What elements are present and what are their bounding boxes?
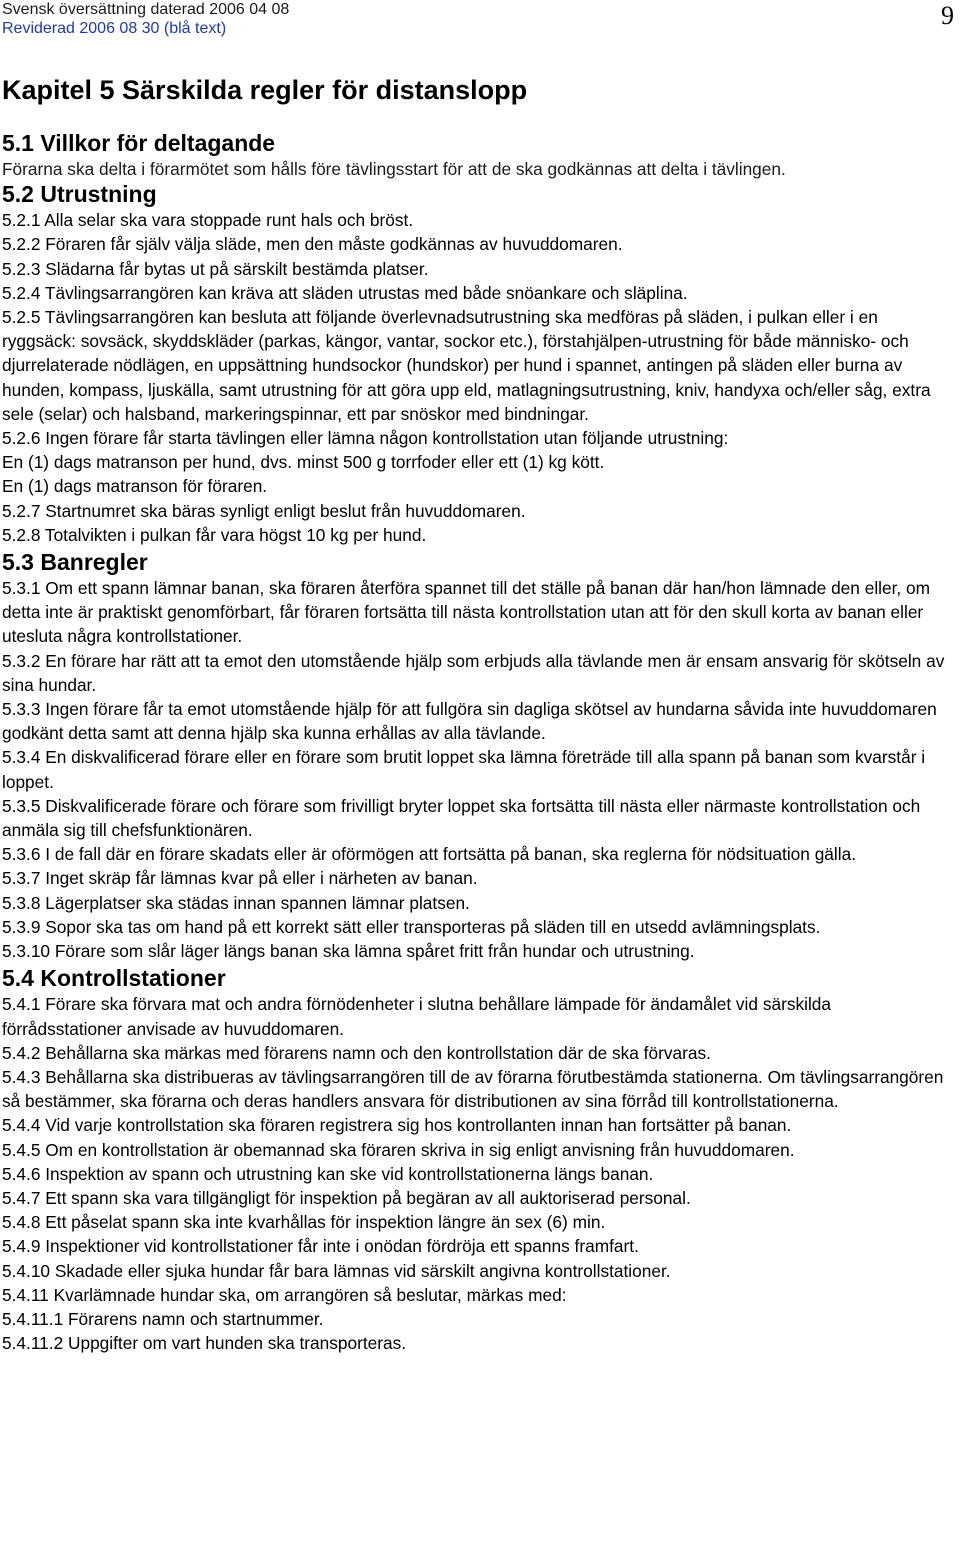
paragraph-5-4-10: 5.4.10 Skadade eller sjuka hundar får bara lämnas vid särskilt angivna kontrollstationer. — [2, 1260, 671, 1281]
paragraph-5-4-9: 5.4.9 Inspektioner vid kontrollstationer får inte i onödan fördröja ett spanns framfart. — [2, 1236, 639, 1257]
paragraph-5-4-2: 5.4.2 Behållarna ska märkas med förarens namn och den kontrollstation där de ska förvaras. — [2, 1042, 711, 1063]
paragraph-5-2-8: 5.2.8 Totalvikten i pulkan får vara högst 10 kg per hund. — [2, 524, 427, 545]
chapter-title: Kapitel 5 Särskilda regler för distanslopp — [2, 75, 528, 105]
paragraph-5-4-11-1: 5.4.11.1 Förarens namn och startnummer. — [2, 1308, 324, 1329]
paragraph-5-2-6-dog-ration: En (1) dags matranson per hund, dvs. minst 500 g torrfoder eller ett (1) kg kött. — [2, 452, 605, 473]
paragraph-5-4-6: 5.4.6 Inspektion av spann och utrustning kan ske vid kontrollstationerna längs banan. — [2, 1163, 654, 1184]
paragraph-5-2-5: 5.2.5 Tävlingsarrangören kan besluta att följande överlevnadsutrustning ska medföras på släden, i pulkan eller i en ryggsäck: sovsäck, skyddskläder (parkas, kängor, vantar, sockor etc.), förstahjälpen-utrustning för både människo- och djurrelaterade nödlägen, en uppsättning hundsockor (hundskor) per hund i spannet, antingen på släden eller burna av hunden, kompass, ljuskälla, samt utrustning för att göra upp eld, matlagningsutrustning, kniv, handyxa och/eller såg, extra sele (selar) och halsband, markeringspinnar, ett par snöskor med bindningar. — [2, 307, 931, 424]
document-body — [2, 74, 954, 1355]
page-number: 9 — [941, 1, 954, 30]
paragraph-5-2-6-musher-ration: En (1) dags matranson för föraren. — [2, 476, 268, 497]
paragraph-5-3-7: 5.3.7 Inget skräp får lämnas kvar på eller i närheten av banan. — [2, 868, 478, 889]
paragraph-5-4-7: 5.4.7 Ett spann ska vara tillgängligt för inspektion på begäran av all auktoriserad personal. — [2, 1187, 691, 1208]
paragraph-5-2-2: 5.2.2 Föraren får själv välja släde, men den måste godkännas av huvuddomaren. — [2, 234, 623, 255]
paragraph-5-2-3: 5.2.3 Slädarna får bytas ut på särskilt bestämda platser. — [2, 258, 429, 279]
page-header — [0, 0, 960, 44]
paragraph-5-4-8: 5.4.8 Ett påselat spann ska inte kvarhållas för inspektion längre än sex (6) min. — [2, 1212, 606, 1233]
paragraph-5-4-3: 5.4.3 Behållarna ska distribueras av tävlingsarrangören till de av förarna förutbestämda stationerna. Om tävlingsarrangören så bestämmer, ska förarna och deras handlers ansvara för distributionen av sina förråd till kontrollstationerna. — [2, 1066, 944, 1112]
section-heading-5-2: 5.2 Utrustning — [2, 181, 157, 208]
paragraph-5-4-11: 5.4.11 Kvarlämnade hundar ska, om arrangören så beslutar, märkas med: — [2, 1284, 567, 1305]
paragraph-5-4-5: 5.4.5 Om en kontrollstation är obemannad ska föraren skriva in sig enligt anvisning från huvuddomaren. — [2, 1139, 795, 1160]
section-heading-5-4: 5.4 Kontrollstationer — [2, 965, 226, 992]
paragraph-5-2-1: 5.2.1 Alla selar ska vara stoppade runt hals och bröst. — [2, 210, 414, 231]
paragraph-5-4-4: 5.4.4 Vid varje kontrollstation ska föraren registrera sig hos kontrollanten innan han fortsätter på banan. — [2, 1115, 792, 1136]
section-heading-5-3: 5.3 Banregler — [2, 549, 148, 576]
paragraph-5-3-5: 5.3.5 Diskvalificerade förare och förare som frivilligt bryter loppet ska fortsätta till nästa eller närmaste kontrollstation och anmäla sig till chefsfunktionären. — [2, 795, 921, 841]
header-translation-date: Svensk översättning daterad 2006 04 08 — [2, 1, 290, 18]
header-revision-date: Reviderad 2006 08 30 (blå text) — [2, 20, 227, 37]
paragraph-5-3-8: 5.3.8 Lägerplatser ska städas innan spannen lämnar platsen. — [2, 892, 470, 913]
paragraph-5-3-2: 5.3.2 En förare har rätt att ta emot den utomstående hjälp som erbjuds alla tävlande men är ensam ansvarig för skötseln av sina hundar. — [2, 650, 945, 695]
paragraph-5-3-9: 5.3.9 Sopor ska tas om hand på ett korrekt sätt eller transporteras på släden till en utsedd avlämningsplats. — [2, 916, 821, 937]
paragraph-5-3-10: 5.3.10 Förare som slår läger längs banan ska lämna spåret fritt från hundar och utrustning. — [2, 941, 695, 962]
paragraph-5-3-4: 5.3.4 En diskvalificerad förare eller en förare som brutit loppet ska lämna företräde till alla spann på banan som kvarstår i loppet. — [2, 747, 926, 792]
paragraph-5-4-11-2: 5.4.11.2 Uppgifter om vart hunden ska transporteras. — [2, 1333, 407, 1354]
paragraph-5-2-7: 5.2.7 Startnumret ska bäras synligt enligt beslut från huvuddomaren. — [2, 500, 526, 521]
paragraph-5-2-6: 5.2.6 Ingen förare får starta tävlingen eller lämna någon kontrollstation utan följande utrustning: — [2, 428, 729, 449]
paragraph-5-3-3: 5.3.3 Ingen förare får ta emot utomstående hjälp för att fullgöra sin dagliga skötsel av hundarna såvida inte huvuddomaren godkänt detta samt att denna hjälp ska kunna erhållas av alla tävlande. — [2, 699, 937, 744]
paragraph-5-1: Förarna ska delta i förarmötet som hålls före tävlingsstart för att de ska godkännas att delta i tävlingen. — [2, 159, 786, 179]
paragraph-5-3-6: 5.3.6 I de fall där en förare skadats eller är oförmögen att fortsätta på banan, ska reglerna för nödsituation gälla. — [2, 844, 857, 865]
paragraph-5-3-1: 5.3.1 Om ett spann lämnar banan, ska föraren återföra spannet till det ställe på banan där han/hon lämnade den eller, om detta inte är praktiskt genomförbart, får föraren fortsätta till nästa kontrollstation utan att för den skull korta av banan eller utesluta några kontrollstationer. — [2, 578, 931, 647]
paragraph-5-4-1: 5.4.1 Förare ska förvara mat och andra förnödenheter i slutna behållare lämpade för ändamålet vid särskilda förrådsstationer anvisade av huvuddomaren. — [2, 994, 832, 1039]
section-heading-5-1: 5.1 Villkor för deltagande — [2, 130, 276, 156]
paragraph-5-2-4: 5.2.4 Tävlingsarrangören kan kräva att släden utrustas med både snöankare och släplina. — [2, 282, 688, 303]
